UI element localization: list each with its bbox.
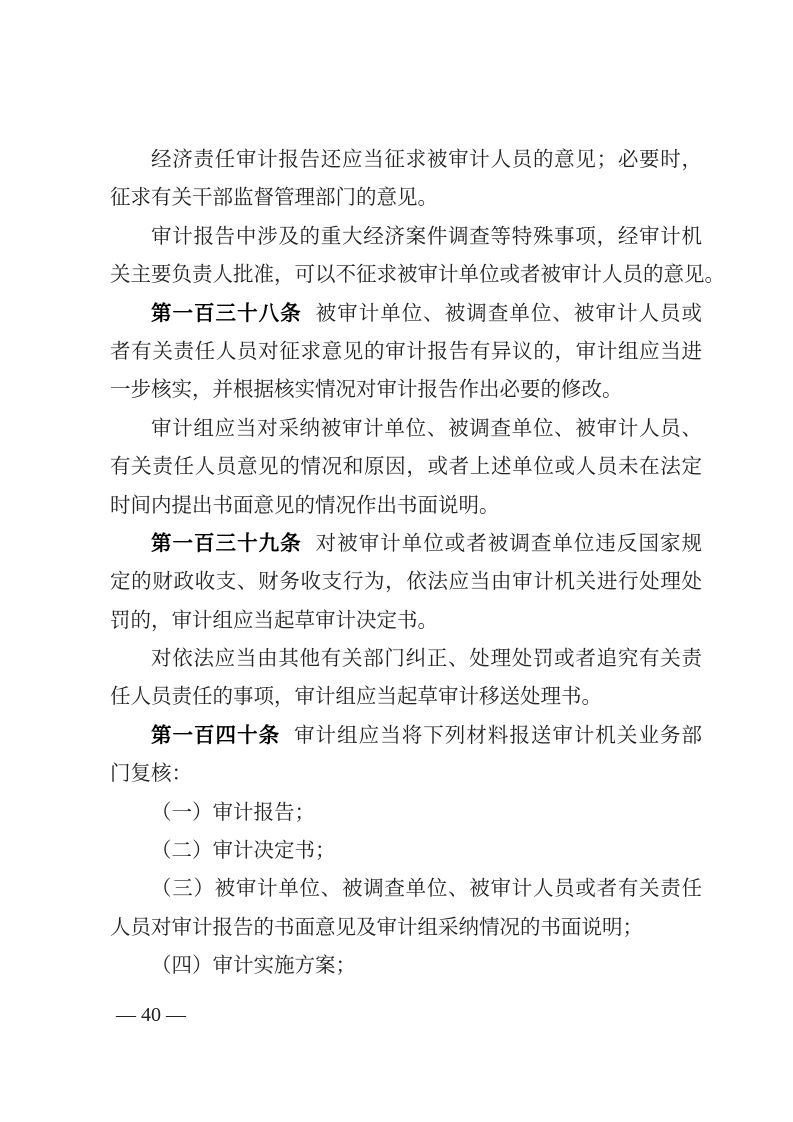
line-text: 时间内提出书面意见的情况作出书面说明。 <box>110 492 500 517</box>
text-line <box>110 562 702 600</box>
line-text: （二）审计决定书； <box>151 838 336 863</box>
text-line <box>110 217 702 255</box>
text-line <box>110 716 702 754</box>
line-text: （一）审计报告； <box>151 799 315 824</box>
paragraph <box>110 217 725 294</box>
line-text: 有关责任人员意见的情况和原因，或者上述单位或人员未在法定 <box>110 454 702 479</box>
paragraph <box>110 409 702 524</box>
line-text: 任人员责任的事项，审计组应当起草审计移送处理书。 <box>110 684 602 709</box>
line-text: 经济责任审计报告还应当征求被审计人员的意见；必要时， <box>151 147 702 171</box>
text-line <box>110 294 702 332</box>
paragraph <box>110 639 702 716</box>
line-text: 审计组应当将下列材料报送审计机关业务部 <box>294 722 702 747</box>
line-text: 罚的，审计组应当起草审计决定书。 <box>110 607 438 632</box>
text-line <box>110 601 702 639</box>
page-number: — 40 — <box>116 1004 186 1026</box>
line-text: 被审计单位、被调查单位、被审计人员或 <box>315 300 703 325</box>
article-paragraph <box>110 716 702 793</box>
article-paragraph <box>110 524 702 639</box>
paragraph <box>110 140 702 217</box>
document-body <box>110 140 725 985</box>
line-text: 人员对审计报告的书面意见及审计组采纳情况的书面说明； <box>110 914 643 939</box>
text-line <box>110 524 702 562</box>
line-text: 一步核实，并根据核实情况对审计报告作出必要的修改。 <box>110 377 623 402</box>
line-text: 者有关责任人员对征求意见的审计报告有异议的，审计组应当进 <box>110 338 702 363</box>
paragraph <box>110 793 702 831</box>
line-text: 门复核： <box>110 761 192 786</box>
article-number: 第一百四十条 <box>151 722 281 747</box>
paragraph <box>110 946 702 984</box>
text-line <box>110 486 702 524</box>
text-line <box>110 332 702 370</box>
text-line <box>110 140 702 178</box>
text-line <box>110 793 702 831</box>
text-line <box>110 831 702 869</box>
line-text: 对被审计单位或者被调查单位违反国家规 <box>315 530 703 555</box>
text-line <box>110 370 702 408</box>
line-text: 定的财政收支、财务收支行为，依法应当由审计机关进行处理处 <box>110 569 702 594</box>
line-text: 关主要负责人批准，可以不征求被审计单位或者被审计人员的意见。 <box>110 262 725 287</box>
text-line <box>110 754 702 792</box>
paragraph <box>110 869 702 946</box>
text-line <box>110 178 702 216</box>
line-text: （三）被审计单位、被调查单位、被审计人员或者有关责任 <box>151 876 702 901</box>
text-line <box>110 946 702 984</box>
line-text: 对依法应当由其他有关部门纠正、处理处罚或者追究有关责 <box>151 646 702 671</box>
line-text: 征求有关干部监督管理部门的意见。 <box>110 185 438 210</box>
text-line <box>110 639 702 677</box>
text-line <box>110 409 702 447</box>
line-text: （四）审计实施方案； <box>151 953 356 978</box>
text-line <box>110 255 725 293</box>
line-text: 审计报告中涉及的重大经济案件调查等特殊事项，经审计机 <box>151 223 702 248</box>
article-number: 第一百三十八条 <box>151 300 302 325</box>
text-line <box>110 447 702 485</box>
article-paragraph <box>110 294 702 409</box>
line-text: 审计组应当对采纳被审计单位、被调查单位、被审计人员、 <box>151 415 702 440</box>
paragraph <box>110 831 702 869</box>
text-line <box>110 869 702 907</box>
text-line <box>110 908 702 946</box>
text-line <box>110 677 702 715</box>
article-number: 第一百三十九条 <box>151 530 302 555</box>
